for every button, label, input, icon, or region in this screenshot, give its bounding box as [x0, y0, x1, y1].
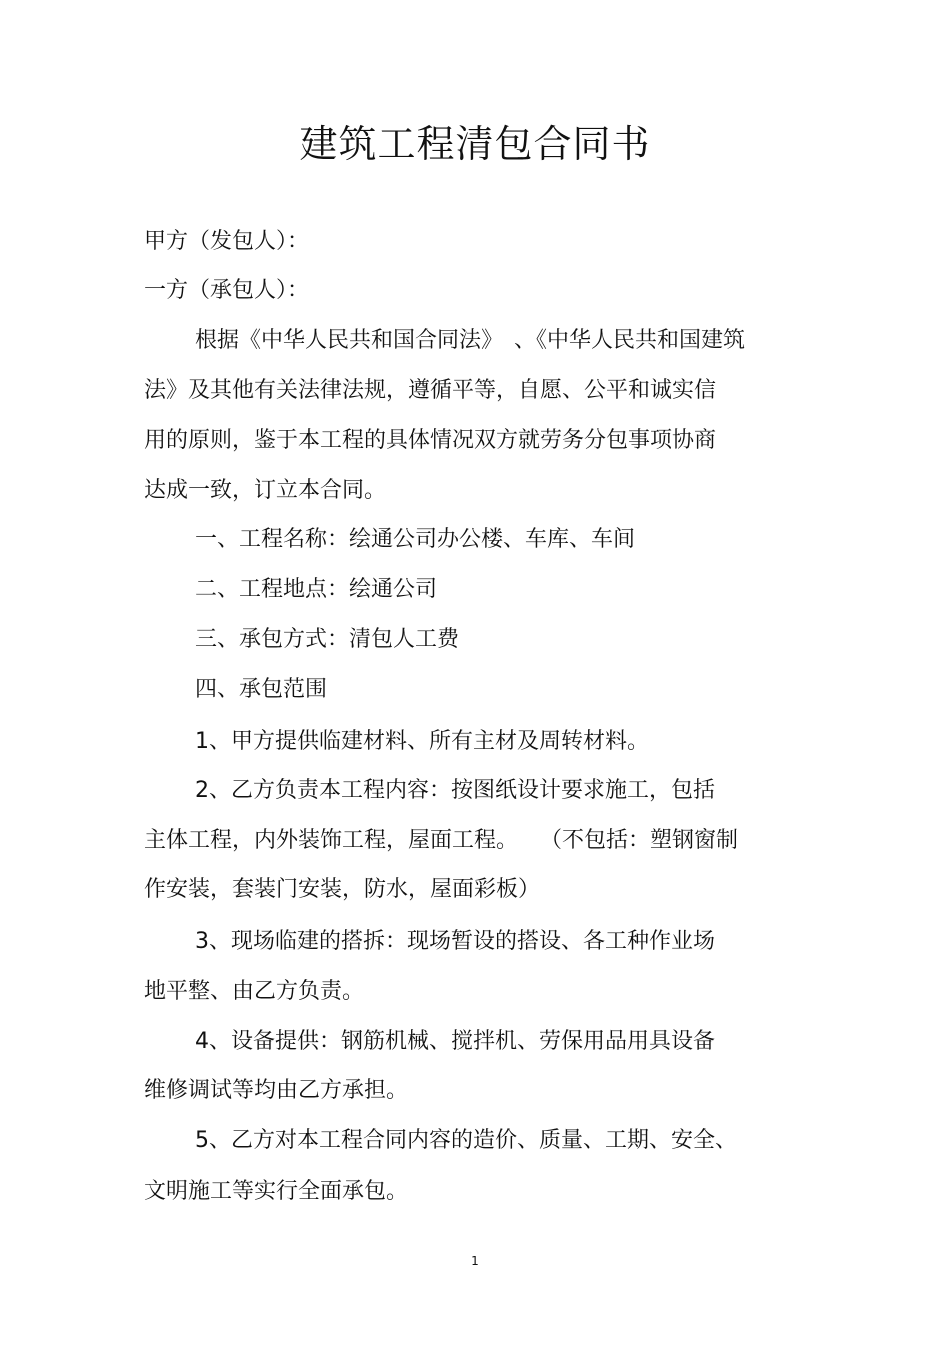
scope-item-5-continuation: 文明施工等实行全面承包。 [144, 1179, 409, 1204]
document-title: 建筑工程清包合同书 [299, 122, 651, 166]
page-number: 1 [471, 1254, 479, 1268]
party-a-line: 甲方（发包人）： [144, 229, 310, 254]
scope-item-4-continuation: 维修调试等均由乙方承担。 [144, 1078, 409, 1103]
section-project-location: 二、工程地点：绘通公司 [195, 577, 438, 602]
section-project-name: 一、工程名称：绘通公司办公楼、车库、车间 [195, 527, 636, 552]
preamble-line: 用的原则，鉴于本工程的具体情况双方就劳务分包事项协商 [144, 428, 717, 453]
preamble-line: 法》及其他有关法律法规，遵循平等，自愿、公平和诚实信 [144, 378, 717, 403]
preamble-line: 达成一致，订立本合同。 [144, 478, 387, 503]
scope-item-2-continuation: 主体工程，内外装饰工程，屋面工程。 （不包括：塑钢窗制 [144, 828, 739, 853]
scope-item-5: 5、乙方对本工程合同内容的造价、质量、工期、安全、 [195, 1128, 737, 1153]
section-contract-method: 三、承包方式：清包人工费 [195, 627, 460, 652]
preamble-line: 根据《中华人民共和国合同法》 、《中华人民共和国建筑 [195, 328, 746, 353]
scope-item-3-continuation: 地平整、由乙方负责。 [144, 979, 365, 1004]
party-b-line: 一方（承包人）： [144, 278, 310, 303]
scope-item-3: 3、现场临建的搭拆：现场暂设的搭设、各工种作业场 [195, 929, 715, 954]
scope-item-4: 4、设备提供：钢筋机械、搅拌机、劳保用品用具设备 [195, 1029, 715, 1054]
section-contract-scope: 四、承包范围 [195, 677, 328, 702]
scope-item-2: 2、乙方负责本工程内容：按图纸设计要求施工，包括 [195, 778, 715, 803]
scope-item-1: 1、甲方提供临建材料、所有主材及周转材料。 [195, 729, 649, 754]
scope-item-2-continuation: 作安装，套装门安装，防水，屋面彩板） [144, 877, 541, 902]
